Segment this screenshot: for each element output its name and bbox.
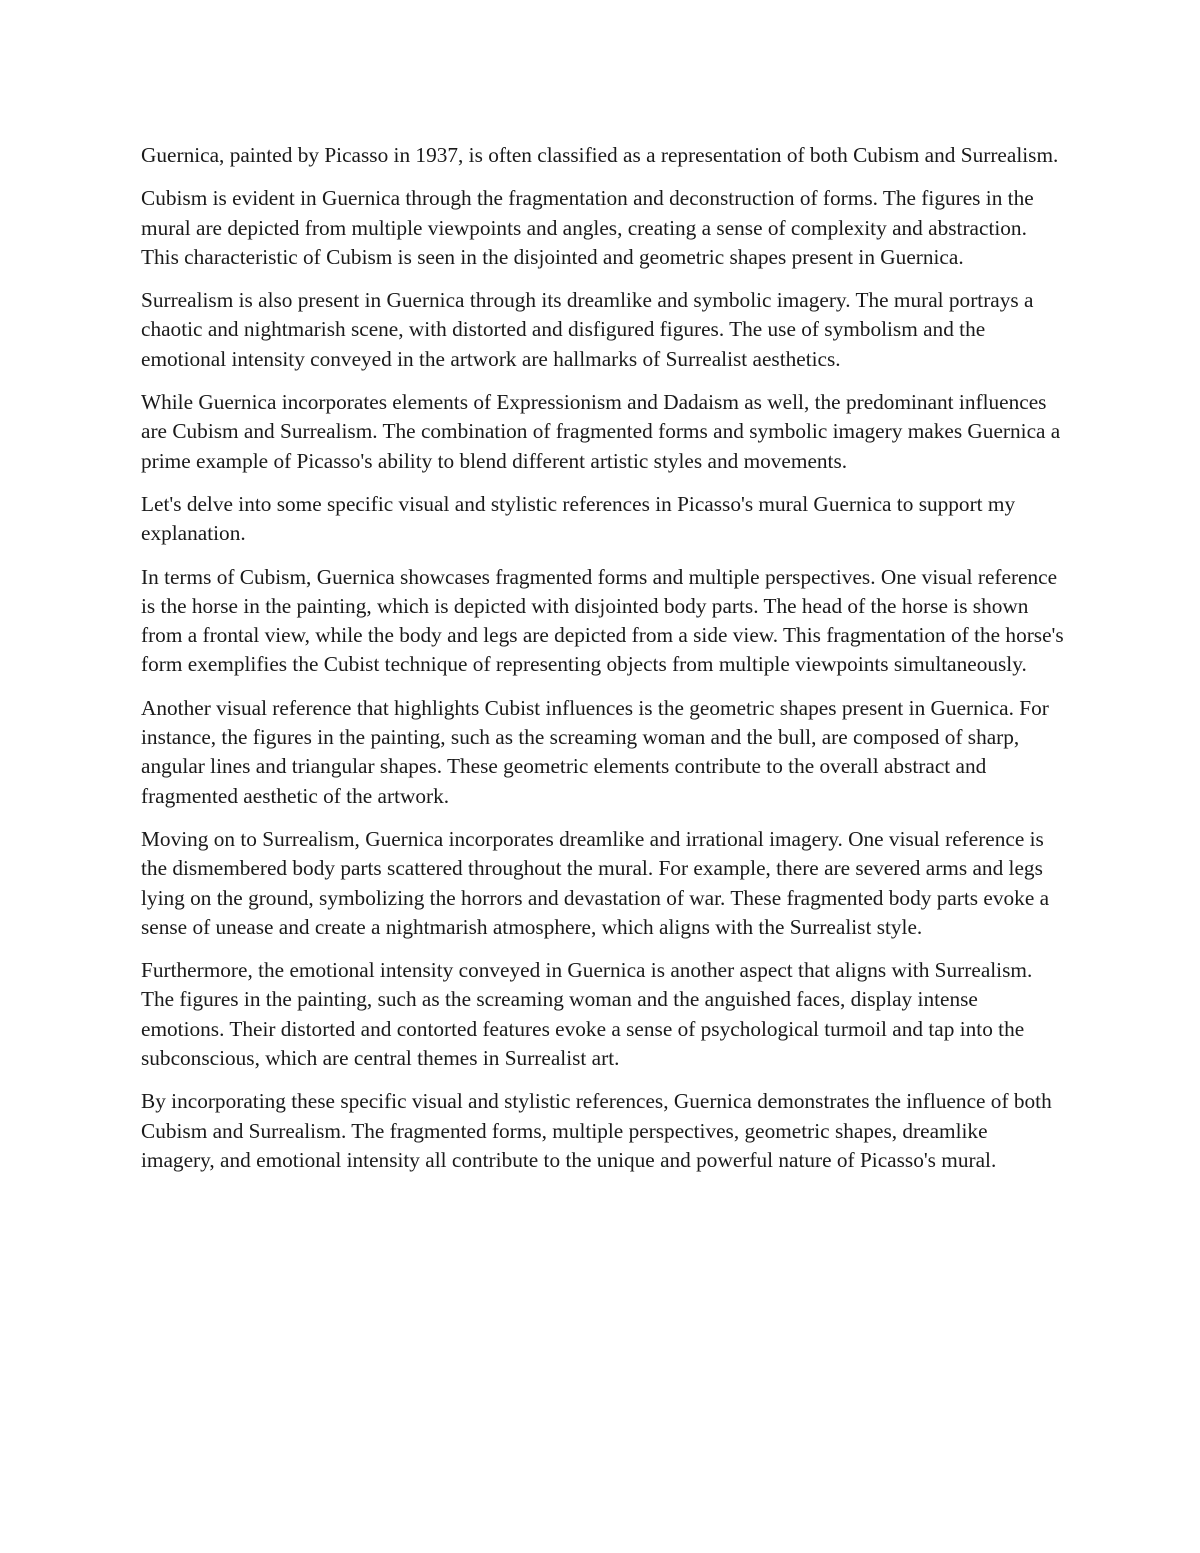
paragraph-intro: Guernica, painted by Picasso in 1937, is often classified as a representation of both Cubism and Surrealism. — [141, 143, 1059, 167]
paragraph-cubism-horse: In terms of Cubism, Guernica showcases fragmented forms and multiple perspectives. One visual reference is the horse in the painting, which is depicted with disjointed body parts. The head of the horse is shown from a frontal view, while the body and legs are depicted from a side view. This fragmentation of the horse's form exemplifies the Cubist technique of representing objects from multiple viewpoints simultaneously. — [141, 564, 1064, 677]
paragraph-cubism-geometry: Another visual reference that highlights Cubist influences is the geometric shapes present in Guernica. For instance, the figures in the painting, such as the screaming woman and the bull, are composed of sharp, angular lines and triangular shapes. These geometric elements contribute to the overall abstract and fragmented aesthetic of the artwork. — [141, 695, 1049, 808]
document-body — [141, 141, 1066, 1189]
paragraph-influences: While Guernica incorporates elements of Expressionism and Dadaism as well, the predominant influences are Cubism and Surrealism. The combination of fragmented forms and symbolic imagery makes Guernica a prime example of Picasso's ability to blend different artistic styles and movements. — [141, 390, 1061, 473]
paragraph-surrealism-imagery: Moving on to Surrealism, Guernica incorporates dreamlike and irrational imagery. One visual reference is the dismembered body parts scattered throughout the mural. For example, there are severed arms and legs lying on the ground, symbolizing the horrors and devastation of war. These fragmented body parts evoke a sense of unease and create a nightmarish atmosphere, which aligns with the Surrealist style. — [141, 826, 1050, 939]
paragraph-cubism: Cubism is evident in Guernica through the fragmentation and deconstruction of forms. The figures in the mural are depicted from multiple viewpoints and angles, creating a sense of complexity and abstraction. This characteristic of Cubism is seen in the disjointed and geometric shapes present in Guernica. — [141, 186, 1034, 269]
paragraph-surrealism-emotion: Furthermore, the emotional intensity conveyed in Guernica is another aspect that aligns with Surrealism. The figures in the painting, such as the screaming woman and the anguished faces, display intense emotions. Their distorted and contorted features evoke a sense of psychological turmoil and tap into the subconscious, which are central themes in Surrealist art. — [141, 958, 1033, 1071]
paragraph-surrealism: Surrealism is also present in Guernica through its dreamlike and symbolic imagery. The mural portrays a chaotic and nightmarish scene, with distorted and disfigured figures. The use of symbolism and the emotional intensity conveyed in the artwork are hallmarks of Surrealist aesthetics. — [141, 288, 1034, 371]
paragraph-transition: Let's delve into some specific visual and stylistic references in Picasso's mural Guernica to support my explanation. — [141, 491, 1016, 546]
paragraph-conclusion: By incorporating these specific visual and stylistic references, Guernica demonstrates the influence of both Cubism and Surrealism. The fragmented forms, multiple perspectives, geometric shapes, dreamlike imagery, and emotional intensity all contribute to the unique and powerful nature of Picasso's mural. — [141, 1089, 1052, 1172]
